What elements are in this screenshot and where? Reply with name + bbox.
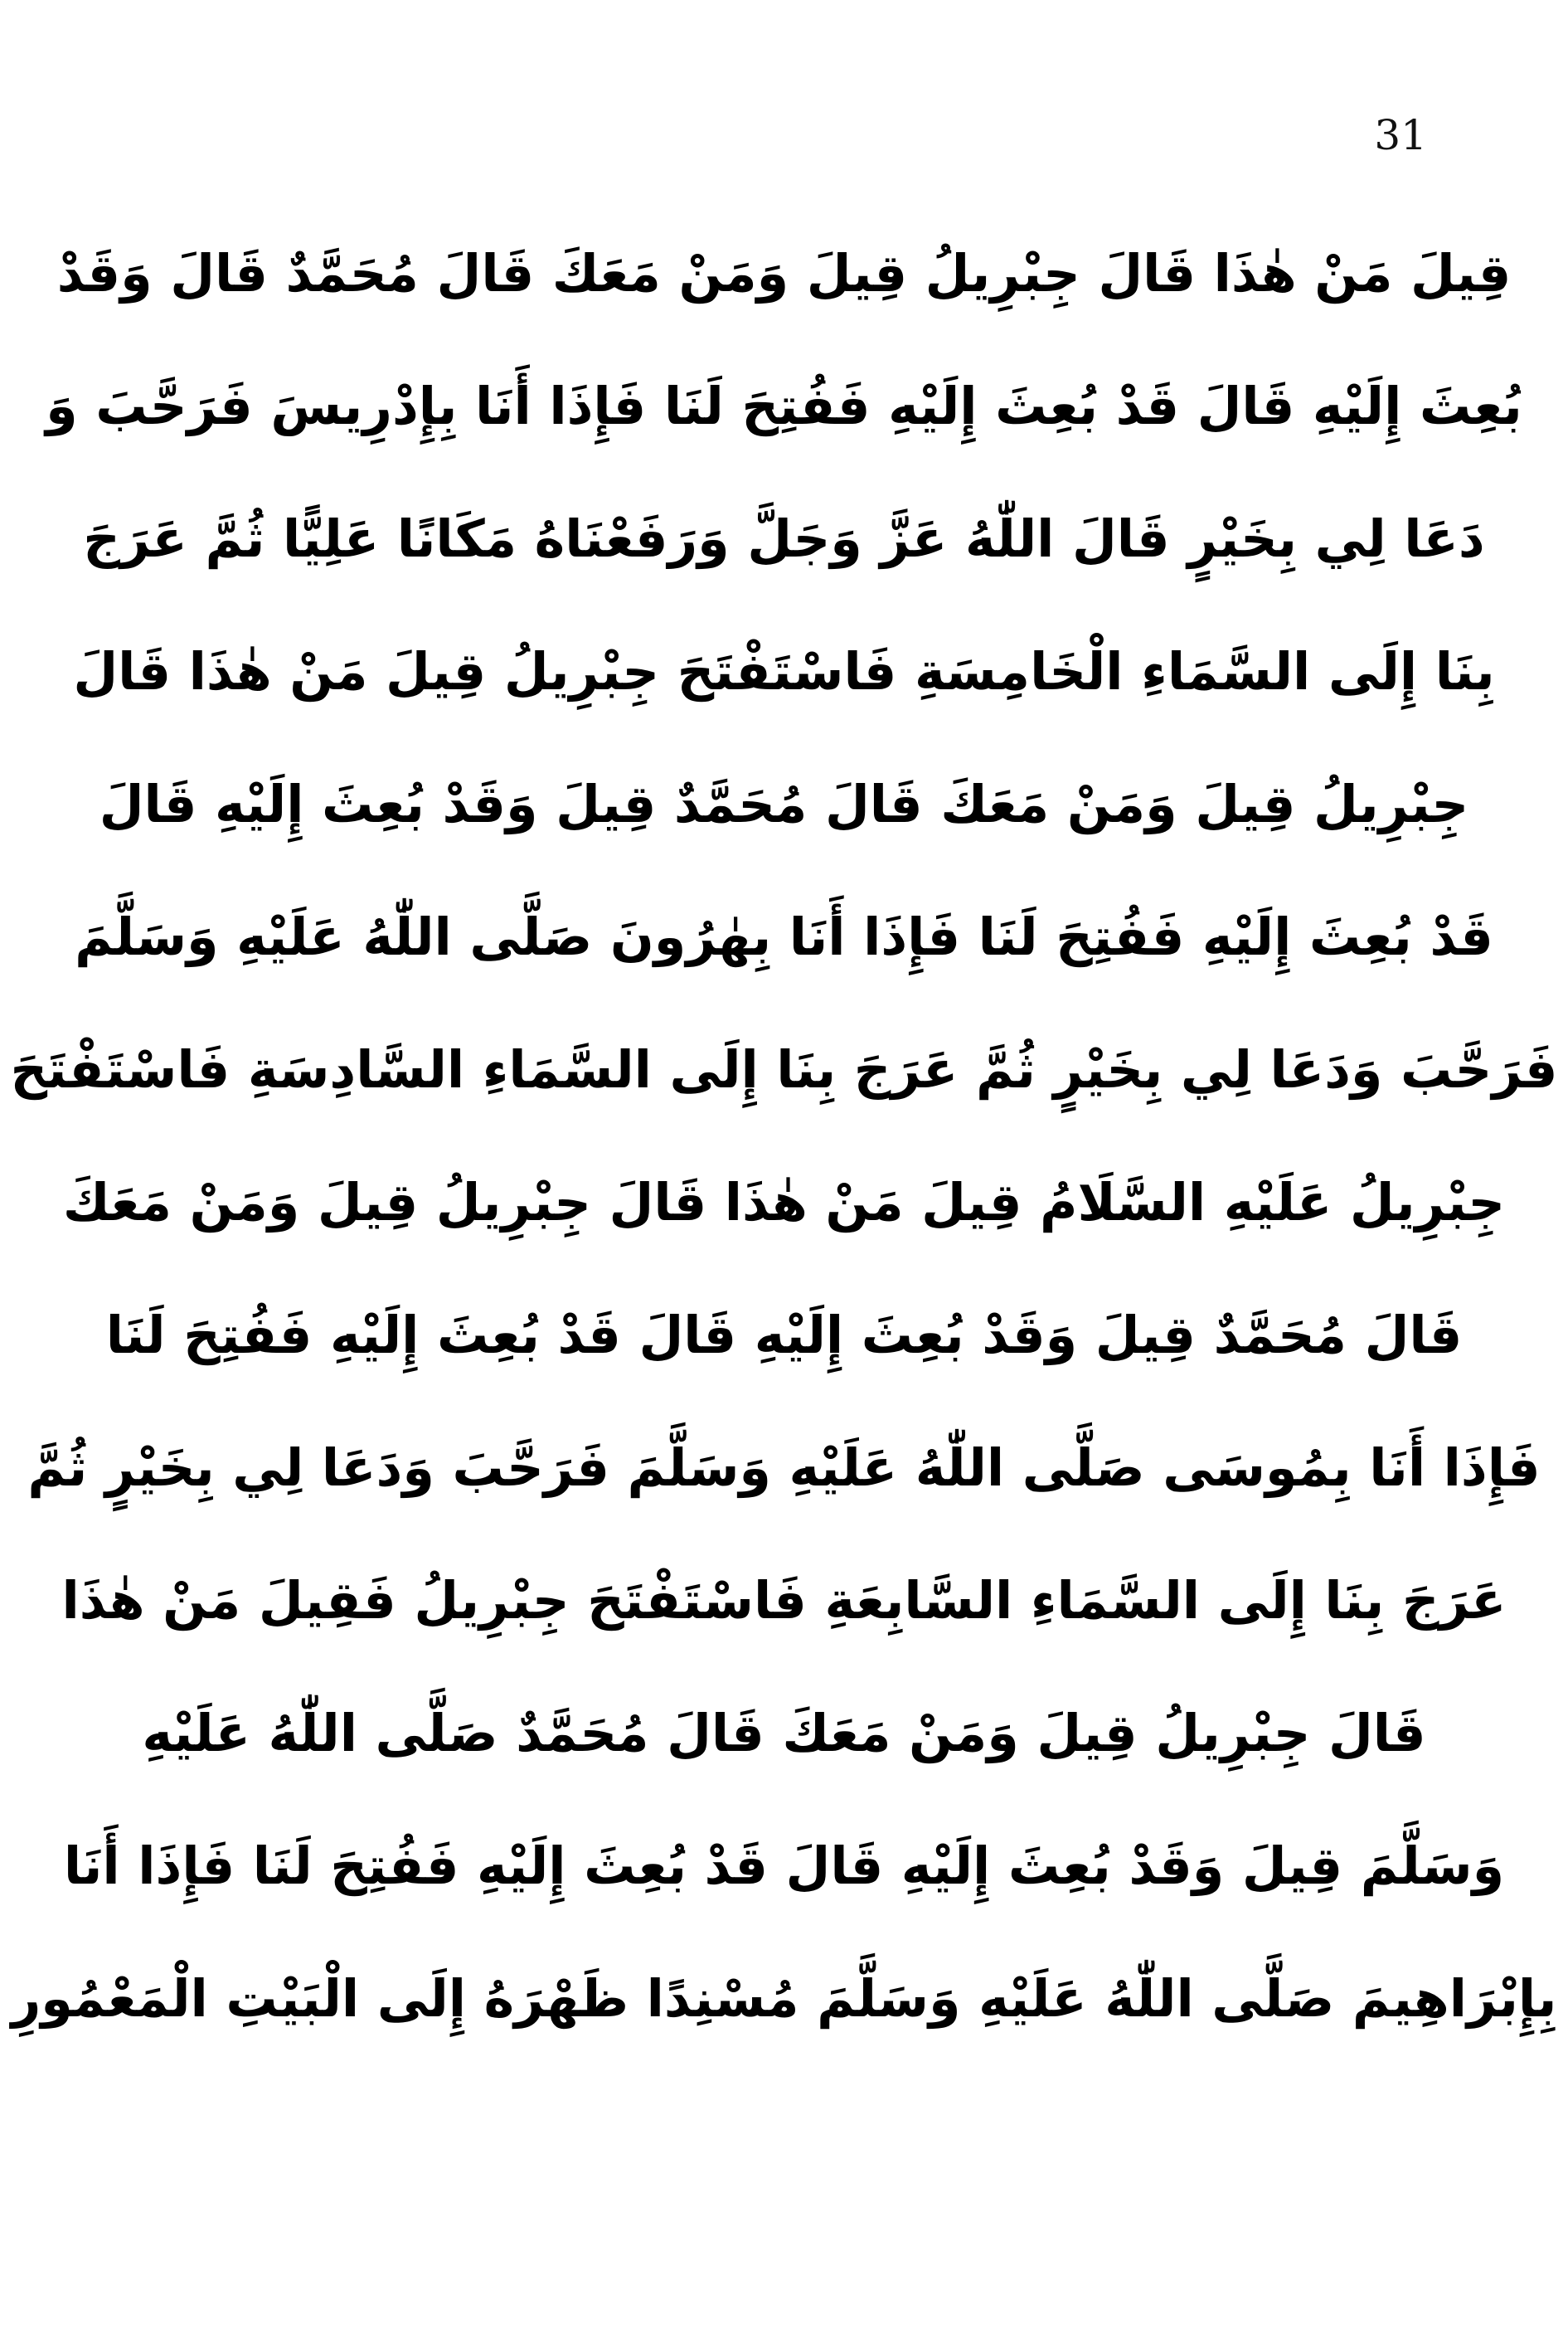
- text-line: بُعِثَ إِلَيْهِ قَالَ قَدْ بُعِثَ إِلَيْهِ فَفُتِحَ لَنَا فَإِذَا أَنَا بِإِدْرِيسَ فَرَحَّبَ وَ: [46, 376, 1522, 437]
- text-line: فَإِذَا أَنَا بِمُوسَى صَلَّى اللّٰهُ عَلَيْهِ وَسَلَّمَ فَرَحَّبَ وَدَعَا لِي بِخَيْرٍ ثُمَّ: [27, 1437, 1541, 1499]
- arabic-text-block: [10, 207, 1558, 2065]
- text-line: قَدْ بُعِثَ إِلَيْهِ فَفُتِحَ لَنَا فَإِذَا أَنَا بِهٰرُونَ صَلَّى اللّٰهُ عَلَيْهِ وَسَلَّمَ: [75, 907, 1493, 968]
- text-line: عَرَجَ بِنَا إِلَى السَّمَاءِ السَّابِعَةِ فَاسْتَفْتَحَ جِبْرِيلُ فَقِيلَ مَنْ هٰذَا: [61, 1570, 1507, 1631]
- text-line: بِنَا إِلَى السَّمَاءِ الْخَامِسَةِ فَاسْتَفْتَحَ جِبْرِيلُ قِيلَ مَنْ هٰذَا قَالَ: [73, 641, 1495, 703]
- page-number: 31: [1374, 111, 1427, 159]
- text-line: قَالَ مُحَمَّدٌ قِيلَ وَقَدْ بُعِثَ إِلَيْهِ قَالَ قَدْ بُعِثَ إِلَيْهِ فَفُتِحَ لَنَا: [105, 1305, 1463, 1366]
- text-line: بِإِبْرَاهِيمَ صَلَّى اللّٰهُ عَلَيْهِ وَسَلَّمَ مُسْنِدًا ظَهْرَهُ إِلَى الْبَيْتِ الْمَعْمُورِ: [11, 1968, 1557, 2030]
- text-line: وَسَلَّمَ قِيلَ وَقَدْ بُعِثَ إِلَيْهِ قَالَ قَدْ بُعِثَ إِلَيْهِ فَفُتِحَ لَنَا فَإِذَا أَنَا: [63, 1835, 1505, 1897]
- text-line: قَالَ جِبْرِيلُ قِيلَ وَمَنْ مَعَكَ قَالَ مُحَمَّدٌ صَلَّى اللّٰهُ عَلَيْهِ: [142, 1703, 1426, 1764]
- text-line: فَرَحَّبَ وَدَعَا لِي بِخَيْرٍ ثُمَّ عَرَجَ بِنَا إِلَى السَّمَاءِ السَّادِسَةِ فَاسْتَفْتَحَ: [10, 1039, 1558, 1101]
- text-line: قِيلَ مَنْ هٰذَا قَالَ جِبْرِيلُ قِيلَ وَمَنْ مَعَكَ قَالَ مُحَمَّدٌ قَالَ وَقَدْ: [56, 243, 1512, 304]
- text-line: دَعَا لِي بِخَيْرٍ قَالَ اللّٰهُ عَزَّ وَجَلَّ وَرَفَعْنَاهُ مَكَانًا عَلِيًّا ثُمَّ عَرَجَ: [83, 508, 1485, 570]
- text-line: جِبْرِيلُ عَلَيْهِ السَّلَامُ قِيلَ مَنْ هٰذَا قَالَ جِبْرِيلُ قِيلَ وَمَنْ مَعَكَ: [62, 1172, 1506, 1233]
- text-line: جِبْرِيلُ قِيلَ وَمَنْ مَعَكَ قَالَ مُحَمَّدٌ قِيلَ وَقَدْ بُعِثَ إِلَيْهِ قَالَ: [99, 774, 1469, 835]
